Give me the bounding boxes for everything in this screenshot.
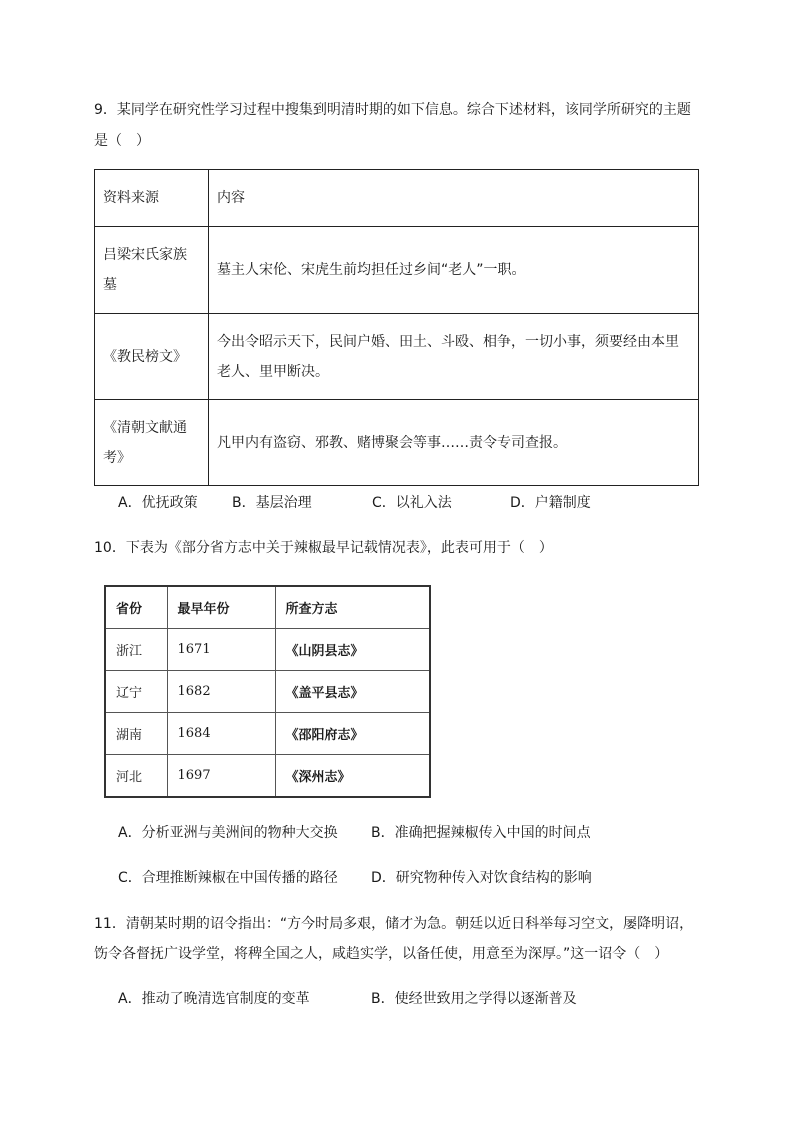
table-row bbox=[95, 227, 699, 314]
table-row bbox=[95, 170, 699, 227]
q10-option-d[interactable]: D．研究物种传入对饮食结构的影响 bbox=[371, 870, 592, 886]
q10-option-b[interactable]: B．准确把握辣椒传入中国的时间点 bbox=[371, 825, 591, 841]
q11-option-b[interactable]: B．使经世致用之学得以逐渐普及 bbox=[371, 991, 577, 1007]
table-row bbox=[105, 755, 430, 798]
q9-option-d[interactable]: D．户籍制度 bbox=[510, 495, 591, 511]
table-cell: 1684 bbox=[167, 713, 275, 755]
q10-option-a[interactable]: A．分析亚洲与美洲间的物种大交换 bbox=[118, 825, 338, 841]
q10-chili-table bbox=[104, 585, 431, 798]
table-cell: 凡甲内有盗窃、邪教、赌博聚会等事……责令专司查报。 bbox=[209, 400, 699, 486]
table-cell: 1671 bbox=[167, 629, 275, 671]
table-header-cell: 内容 bbox=[209, 170, 699, 227]
q11-stem-line2: 饬令各督抚广设学堂，将稗全国之人，咸趋实学，以备任使，用意至为深厚。”这一诏令（ ） bbox=[94, 946, 669, 962]
table-cell: 《邵阳府志》 bbox=[275, 713, 430, 755]
table-cell: 1682 bbox=[167, 671, 275, 713]
table-row bbox=[95, 400, 699, 486]
table-row bbox=[105, 586, 430, 629]
table-row bbox=[105, 671, 430, 713]
table-cell: 河北 bbox=[105, 755, 167, 798]
q9-option-b[interactable]: B．基层治理 bbox=[232, 495, 312, 511]
q9-option-c[interactable]: C．以礼入法 bbox=[372, 495, 452, 511]
table-cell: 《盖平县志》 bbox=[275, 671, 430, 713]
table-cell: 墓主人宋伦、宋虎生前均担任过乡间“老人”一职。 bbox=[209, 227, 699, 314]
table-header-cell: 所查方志 bbox=[275, 586, 430, 629]
q10-stem-line1: 10．下表为《部分省方志中关于辣椒最早记载情况表》，此表可用于（ ） bbox=[94, 540, 553, 556]
table-cell: 《清朝文献通 考》 bbox=[95, 400, 209, 486]
table-header-cell: 最早年份 bbox=[167, 586, 275, 629]
q10-option-c[interactable]: C．合理推断辣椒在中国传播的路径 bbox=[118, 870, 338, 886]
table-header-cell: 资料来源 bbox=[95, 170, 209, 227]
table-row bbox=[95, 314, 699, 400]
table-cell: 《深州志》 bbox=[275, 755, 430, 798]
q11-option-a[interactable]: A．推动了晚清选官制度的变革 bbox=[118, 991, 310, 1007]
table-cell: 《山阴县志》 bbox=[275, 629, 430, 671]
table-row bbox=[105, 629, 430, 671]
q9-source-table bbox=[94, 169, 699, 486]
table-row bbox=[105, 713, 430, 755]
table-cell: 辽宁 bbox=[105, 671, 167, 713]
table-cell: 湖南 bbox=[105, 713, 167, 755]
table-cell: 1697 bbox=[167, 755, 275, 798]
table-cell: 吕梁宋氏家族 墓 bbox=[95, 227, 209, 314]
q11-stem-line1: 11．清朝某时期的诏令指出：“方今时局多艰，储才为急。朝廷以近日科举每习空文，屡降明诏， bbox=[94, 916, 694, 932]
q9-stem-line1: 9．某同学在研究性学习过程中搜集到明清时期的如下信息。综合下述材料，该同学所研究的主题 bbox=[94, 102, 691, 118]
table-cell: 《教民榜文》 bbox=[95, 314, 209, 400]
q9-stem-line2: 是（ ） bbox=[94, 133, 150, 149]
table-cell: 今出令昭示天下，民间户婚、田土、斗殴、相争，一切小事，须要经由本里 老人、里甲断决。 bbox=[209, 314, 699, 400]
q9-option-a[interactable]: A．优抚政策 bbox=[118, 495, 198, 511]
table-cell: 浙江 bbox=[105, 629, 167, 671]
table-header-cell: 省份 bbox=[105, 586, 167, 629]
